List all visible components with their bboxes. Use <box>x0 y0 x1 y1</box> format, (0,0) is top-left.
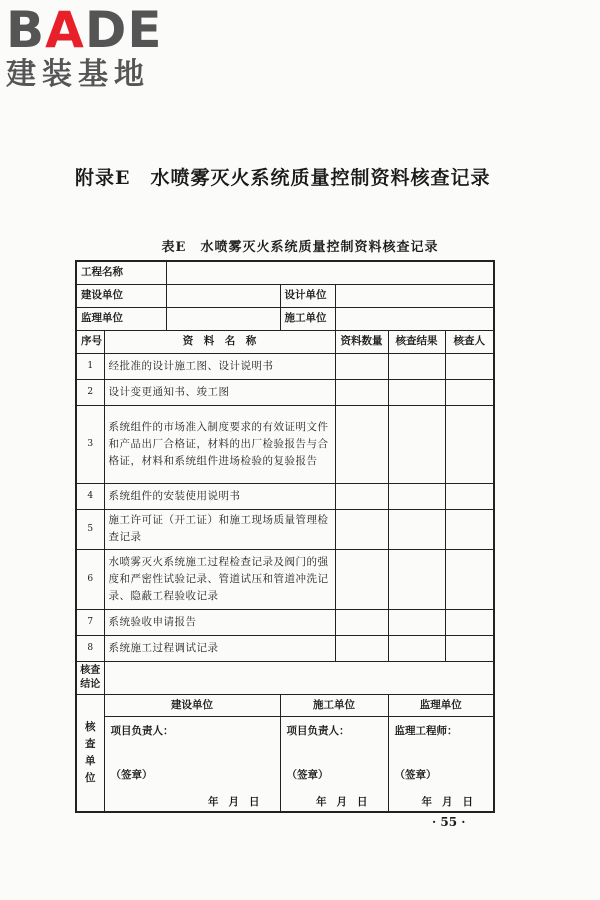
row-result-cell[interactable] <box>388 353 445 379</box>
sig-seal-label: （签章） <box>110 768 153 781</box>
row-result-cell[interactable] <box>388 483 445 509</box>
sig-person-label: 项目负责人： <box>286 724 350 737</box>
signature-row <box>76 716 494 812</box>
row-checker-cell[interactable] <box>445 635 494 661</box>
page-number: · 55 · <box>432 815 466 829</box>
row-checker-cell[interactable] <box>445 405 494 483</box>
row-doc-name: 系统施工过程调试记录 <box>104 635 335 661</box>
sign-section-label: 核查单位 <box>76 694 104 812</box>
row-count-cell[interactable] <box>335 609 388 635</box>
row-doc-name: 经批准的设计施工图、设计说明书 <box>104 353 335 379</box>
table-row <box>76 509 494 549</box>
row-seq: 8 <box>76 635 104 661</box>
table-caption: 表E 水喷雾灭火系统质量控制资料核查记录 <box>161 240 439 255</box>
table-row <box>76 379 494 405</box>
row-checker-cell[interactable] <box>445 509 494 549</box>
row-checker-cell[interactable] <box>445 483 494 509</box>
sig-block-contractor[interactable] <box>280 716 388 812</box>
table-row <box>76 609 494 635</box>
row-result-cell[interactable] <box>388 549 445 609</box>
sig-date-label: 年月日 <box>316 795 378 808</box>
conclusion-row <box>76 661 494 694</box>
table-row <box>76 549 494 609</box>
sig-person-label: 监理工程师： <box>394 724 458 737</box>
supervision-unit-label: 监理单位 <box>76 307 166 330</box>
col-doc-name: 资 料 名 称 <box>104 330 335 353</box>
sig-seal-label: （签章） <box>394 768 437 781</box>
contractor-unit-value[interactable] <box>335 307 494 330</box>
row-count-cell[interactable] <box>335 635 388 661</box>
brand-logo <box>6 2 176 92</box>
conclusion-value[interactable] <box>104 661 494 694</box>
sig-person-label: 项目负责人： <box>110 724 174 737</box>
row-seq: 1 <box>76 353 104 379</box>
row-seq: 3 <box>76 405 104 483</box>
project-name-label: 工程名称 <box>76 261 166 284</box>
row-checker-cell[interactable] <box>445 549 494 609</box>
sig-date-label: 年月日 <box>208 795 270 808</box>
units-row-1 <box>76 284 494 307</box>
construction-unit-label: 建设单位 <box>76 284 166 307</box>
table-row <box>76 405 494 483</box>
row-doc-name: 水喷雾灭火系统施工过程检查记录及阀门的强度和严密性试验记录、管道试压和管道冲洗记录、隐蔽工程验收记录 <box>104 549 335 609</box>
logo-chinese: 建装基地 <box>6 57 150 92</box>
sig-block-construction[interactable] <box>104 716 280 812</box>
row-count-cell[interactable] <box>335 379 388 405</box>
row-seq: 5 <box>76 509 104 549</box>
design-unit-label: 设计单位 <box>280 284 335 307</box>
column-header-row <box>76 330 494 353</box>
table-row <box>76 483 494 509</box>
row-result-cell[interactable] <box>388 609 445 635</box>
project-name-row <box>76 261 494 284</box>
row-seq: 4 <box>76 483 104 509</box>
signature-header-row <box>76 694 494 716</box>
row-doc-name: 施工许可证（开工证）和施工现场质量管理检查记录 <box>104 509 335 549</box>
check-record-table <box>75 260 495 813</box>
row-count-cell[interactable] <box>335 509 388 549</box>
row-checker-cell[interactable] <box>445 353 494 379</box>
row-count-cell[interactable] <box>335 405 388 483</box>
row-result-cell[interactable] <box>388 509 445 549</box>
project-name-value[interactable] <box>166 261 494 284</box>
sig-date-label: 年月日 <box>421 795 484 808</box>
col-count: 资料数量 <box>335 330 388 353</box>
row-result-cell[interactable] <box>388 379 445 405</box>
row-doc-name: 系统验收申请报告 <box>104 609 335 635</box>
table-row <box>76 635 494 661</box>
row-doc-name: 系统组件的市场准入制度要求的有效证明文件和产品出厂合格证，材料的出厂检验报告与合格证，材料和系统组件进场检验的复验报告 <box>104 405 335 483</box>
row-seq: 7 <box>76 609 104 635</box>
row-checker-cell[interactable] <box>445 379 494 405</box>
sig-block-supervision[interactable] <box>388 716 494 812</box>
sig-unit-contractor: 施工单位 <box>280 694 388 716</box>
row-checker-cell[interactable] <box>445 609 494 635</box>
col-seq: 序号 <box>76 330 104 353</box>
sig-seal-label: （签章） <box>286 768 329 781</box>
supervision-unit-value[interactable] <box>166 307 280 330</box>
construction-unit-value[interactable] <box>166 284 280 307</box>
row-doc-name: 设计变更通知书、竣工图 <box>104 379 335 405</box>
conclusion-label: 核查结论 <box>76 661 104 694</box>
row-seq: 2 <box>76 379 104 405</box>
sig-unit-construction: 建设单位 <box>104 694 280 716</box>
row-result-cell[interactable] <box>388 405 445 483</box>
page-title: 附录E 水喷雾灭火系统质量控制资料核查记录 <box>75 167 491 189</box>
sig-unit-supervision: 监理单位 <box>388 694 494 716</box>
design-unit-value[interactable] <box>335 284 494 307</box>
row-result-cell[interactable] <box>388 635 445 661</box>
row-seq: 6 <box>76 549 104 609</box>
logo-wordmark: BADE <box>6 1 163 59</box>
col-checker: 核查人 <box>445 330 494 353</box>
units-row-2 <box>76 307 494 330</box>
table-row <box>76 353 494 379</box>
row-count-cell[interactable] <box>335 549 388 609</box>
col-result: 核查结果 <box>388 330 445 353</box>
row-count-cell[interactable] <box>335 483 388 509</box>
row-count-cell[interactable] <box>335 353 388 379</box>
row-doc-name: 系统组件的安装使用说明书 <box>104 483 335 509</box>
contractor-unit-label: 施工单位 <box>280 307 335 330</box>
